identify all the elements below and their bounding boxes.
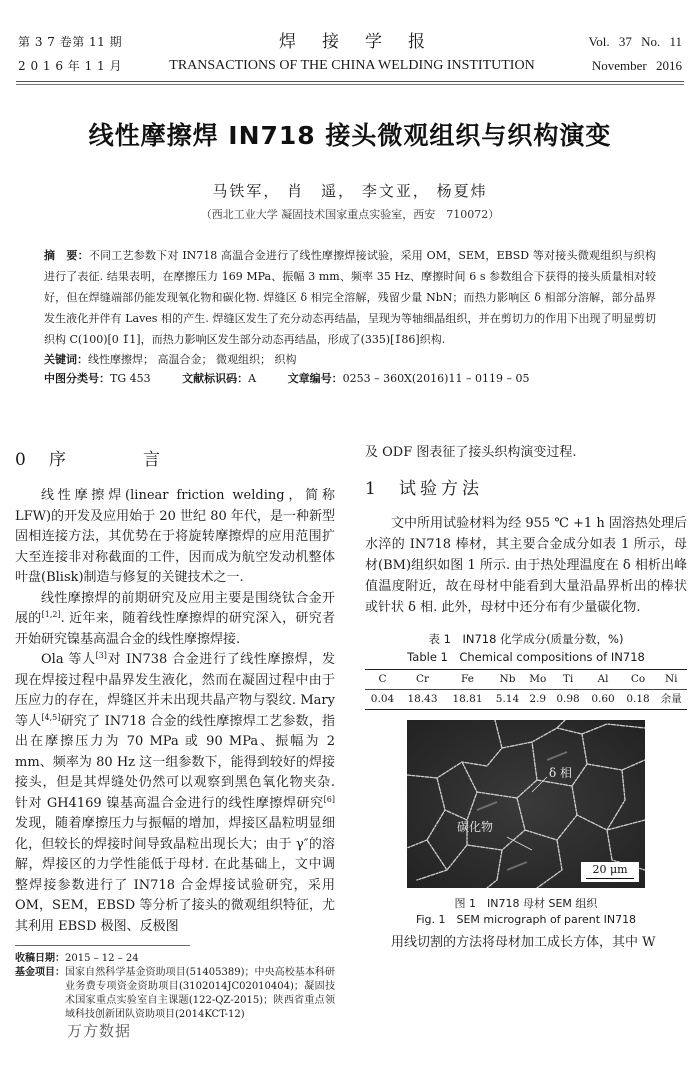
funding-label: 基金项目：: [15, 967, 65, 978]
received-label: 收稿日期：: [15, 953, 65, 964]
section-1-title: 试验方法: [399, 479, 483, 499]
table-cell: 18.43: [407, 693, 438, 705]
intro-paragraph-2: [15, 589, 335, 651]
table-header-cell: Co: [630, 673, 646, 685]
table-header-cell: Ni: [664, 673, 678, 685]
table-cell: 0.98: [556, 693, 580, 705]
journal-name-cn: 焊接学报: [279, 32, 451, 52]
table-cell: 余量: [660, 693, 682, 705]
abstract-label: 摘 要：: [44, 249, 89, 262]
article-no-value: 0253 – 360X(2016)11 – 0119 – 05: [342, 372, 530, 385]
citation-4-5: [4,5]: [41, 712, 61, 722]
table-cell: 18.81: [452, 693, 483, 705]
carbide-label: 碳化物: [457, 820, 494, 834]
delta-phase-label: δ 相: [549, 766, 573, 780]
wanfang-watermark: 万方数据: [67, 1022, 132, 1040]
left-column: [15, 448, 335, 1040]
intro-p3-text-c: 研究了 IN718 合金的线性摩擦焊工艺参数，指出在摩擦压力为 70 MPa 或 90 MPa、振幅为 2 mm、频率为 80 Hz 这一组参数下，能得到较好的焊接接头，但是其焊缝处仍然可以观察到黑色氧化物夹杂. 针对 GH4169 镍基高温合金进行的线性摩擦焊研究: [15, 713, 335, 811]
received-date-line: [15, 952, 335, 966]
table-cell: 0.18: [626, 693, 650, 705]
doc-code-value: A: [248, 372, 257, 385]
volume-cn: 第 3 7 卷第 11 期: [18, 35, 123, 49]
doc-code-label: 文献标识码：: [182, 372, 249, 385]
footnotes: [15, 952, 335, 1040]
table-header-cell: Fe: [461, 673, 474, 685]
table-1-caption-cn: 表 1 IN718 化学成分(质量分数，%): [428, 632, 624, 646]
table-1-caption-en: Table 1 Chemical compositions of IN718: [407, 650, 645, 664]
table-header-cell: C: [378, 673, 387, 685]
methods-paragraph: 文中所用试验材料为经 955 ℃ +1 h 固溶热处理后水淬的 IN718 棒材，其主要合金成分如表 1 所示，母材(BM)组织如图 1 所示. 由于热处理温度在 δ 相析出峰值温度附近，故在母材中能看到大量沿晶界析出的棒状或针状 δ 相. 此外，母材中还分布有少量碳化物.: [365, 516, 687, 615]
scale-bar-label: 20 μm: [592, 863, 628, 876]
funding-text: 国家自然科学基金资助项目(51405389)；中央高校基本科研业务费专项资金资助项目(3102014JC02010404)；凝固技术国家重点实验室自主课题(122-QZ-2015)；陕西省重点领域科技创新团队资助项目(2014KCT-12): [65, 967, 335, 1020]
intro-p3-text-d: 发现，随着摩擦压力与振幅的增加，焊接区晶粒明显细化，但较长的焊接时间导致晶粒出现长大；由于 γ″的溶解，焊接区的力学性能低于母材. 在此基础上，文中调整焊接参数进行了 IN718 合金焊接试验研究，采用 OM，SEM，EBSD 等分析了接头的微观组织特征，尤其利用 EBSD 极图、反极图: [15, 816, 335, 934]
section-1-number: 1: [365, 479, 377, 499]
date-en: November 2016: [591, 58, 682, 73]
section-1-heading: [365, 477, 687, 501]
composition-table: [365, 669, 687, 710]
table-header-cell: Nb: [499, 673, 516, 685]
paper-authors: 马铁军， 肖 遥， 李文亚， 杨夏炜: [212, 182, 488, 200]
header-left: [18, 30, 136, 78]
date-cn: 2 0 1 6 年 1 1 月: [18, 59, 123, 73]
right-column: [365, 442, 687, 953]
citation-1-2: [1,2]: [41, 610, 61, 619]
header-center: [140, 30, 564, 78]
table-header-cell: Al: [597, 673, 609, 685]
table-cell: 0.04: [370, 693, 395, 705]
abstract: [44, 245, 656, 350]
header-right: [589, 30, 682, 78]
intro-p3-text-b: 对 IN738 合金进行了线性摩擦焊，发现在焊接过程中晶界发生液化，然而在凝固过程中由于压应力的存在，焊缝区并未出现共晶产物与裂纹. Mary 等人: [15, 652, 335, 729]
table-cell: 2.9: [529, 693, 547, 705]
table-header-cell: Cr: [415, 673, 430, 685]
figure-1-caption-en: Fig. 1 SEM micrograph of parent IN718: [415, 913, 637, 926]
journal-name-en: TRANSACTIONS OF THE CHINA WELDING INSTITUTION: [169, 58, 535, 73]
table-cell: 0.60: [591, 693, 615, 705]
sem-micrograph: [407, 720, 645, 888]
funding-line: [15, 966, 335, 1022]
paper-title: 线性摩擦焊 IN718 接头微观组织与织构演变: [88, 121, 612, 150]
volume-en: Vol. 37 No. 11: [588, 34, 682, 49]
intro-paragraph-1: 线性摩擦焊(linear friction welding，简称 LFW)的开发及应用始于 20 世纪 80 年代，是一种新型固相连接方法，其优势在于将旋转摩擦焊的应用范围扩大至连接非对称截面的工件，因而成为航空发动机整体叶盘(Blisk)制造与修复的关键技术之一.: [15, 488, 335, 585]
intro-p2-text-b: . 近年来，随着线性摩擦焊的研究深入，研究者开始研究镍基高温合金的线性摩擦焊接.: [15, 611, 335, 647]
classification-line: [44, 369, 656, 388]
keywords-line: [44, 350, 656, 369]
clc-label: 中图分类号：: [44, 372, 110, 385]
citation-6: [6]: [323, 794, 335, 804]
methods-continued-line: 用线切割的方法将母材加工成长方体，其中 W: [391, 935, 656, 950]
intro-p3-text-a: Ola 等人: [41, 652, 96, 667]
table-cell: 5.14: [495, 693, 520, 705]
intro-paragraph-3: [15, 650, 335, 937]
keywords: 线性摩擦焊； 高温合金； 微观组织； 织构: [88, 353, 297, 366]
section-0-title: 序 言: [49, 450, 190, 470]
abstract-block: [44, 245, 656, 388]
header-divider: [16, 81, 684, 85]
intro-p2-text-a: 线性摩擦焊的前期研究及应用主要是围绕钛合金开展的: [15, 590, 335, 626]
scale-bar-line: [586, 878, 634, 879]
clc-value: TG 453: [110, 372, 151, 385]
continued-text: 及 ODF 图表征了接头织构演变过程.: [365, 445, 577, 460]
figure-1-caption-cn: 图 1 IN718 母材 SEM 组织: [454, 897, 598, 910]
article-no-label: 文章编号：: [287, 372, 343, 385]
keywords-label: 关键词：: [44, 353, 88, 366]
table-header-cell: Mo: [529, 673, 547, 685]
table-header-row: [365, 670, 687, 690]
paper-affiliation: （西北工业大学 凝固技术国家重点实验室，西安 710072）: [200, 208, 500, 221]
section-0-heading: [15, 448, 335, 472]
journal-header: [0, 30, 700, 80]
received-date: 2015 – 12 – 24: [65, 953, 139, 964]
table-row: [365, 690, 687, 710]
table-header-cell: Ti: [562, 673, 574, 685]
footnote-divider: [15, 945, 190, 946]
citation-3: [3]: [95, 651, 107, 660]
section-0-number: 0: [15, 450, 27, 470]
abstract-text: 不同工艺参数下对 IN718 高温合金进行了线性摩擦焊接试验，采用 OM，SEM，EBSD 等对接头微观组织与织构进行了表征. 结果表明，在摩擦压力 169 MPa、振幅 3 mm、频率 35 Hz、摩擦时间 6 s 参数组合下获得的接头质量相对较好，但在焊缝端部仍能发现氧化物和碳化物. 焊缝区 δ 相完全溶解，残留少量 NbN；而热力影响区 δ 相部分溶解，部分晶界发生液化并伴有 Laves 相的产生. 焊缝区发生了充分动态再结晶，呈现为等轴细晶组织，并在剪切力的作用下出现了明显剪切织构 C(100)[0 1̄1]，而热力影响区发生部分动态再结晶，形成了(335)[1̄86]织构.: [44, 249, 656, 346]
scale-bar: [581, 862, 639, 882]
